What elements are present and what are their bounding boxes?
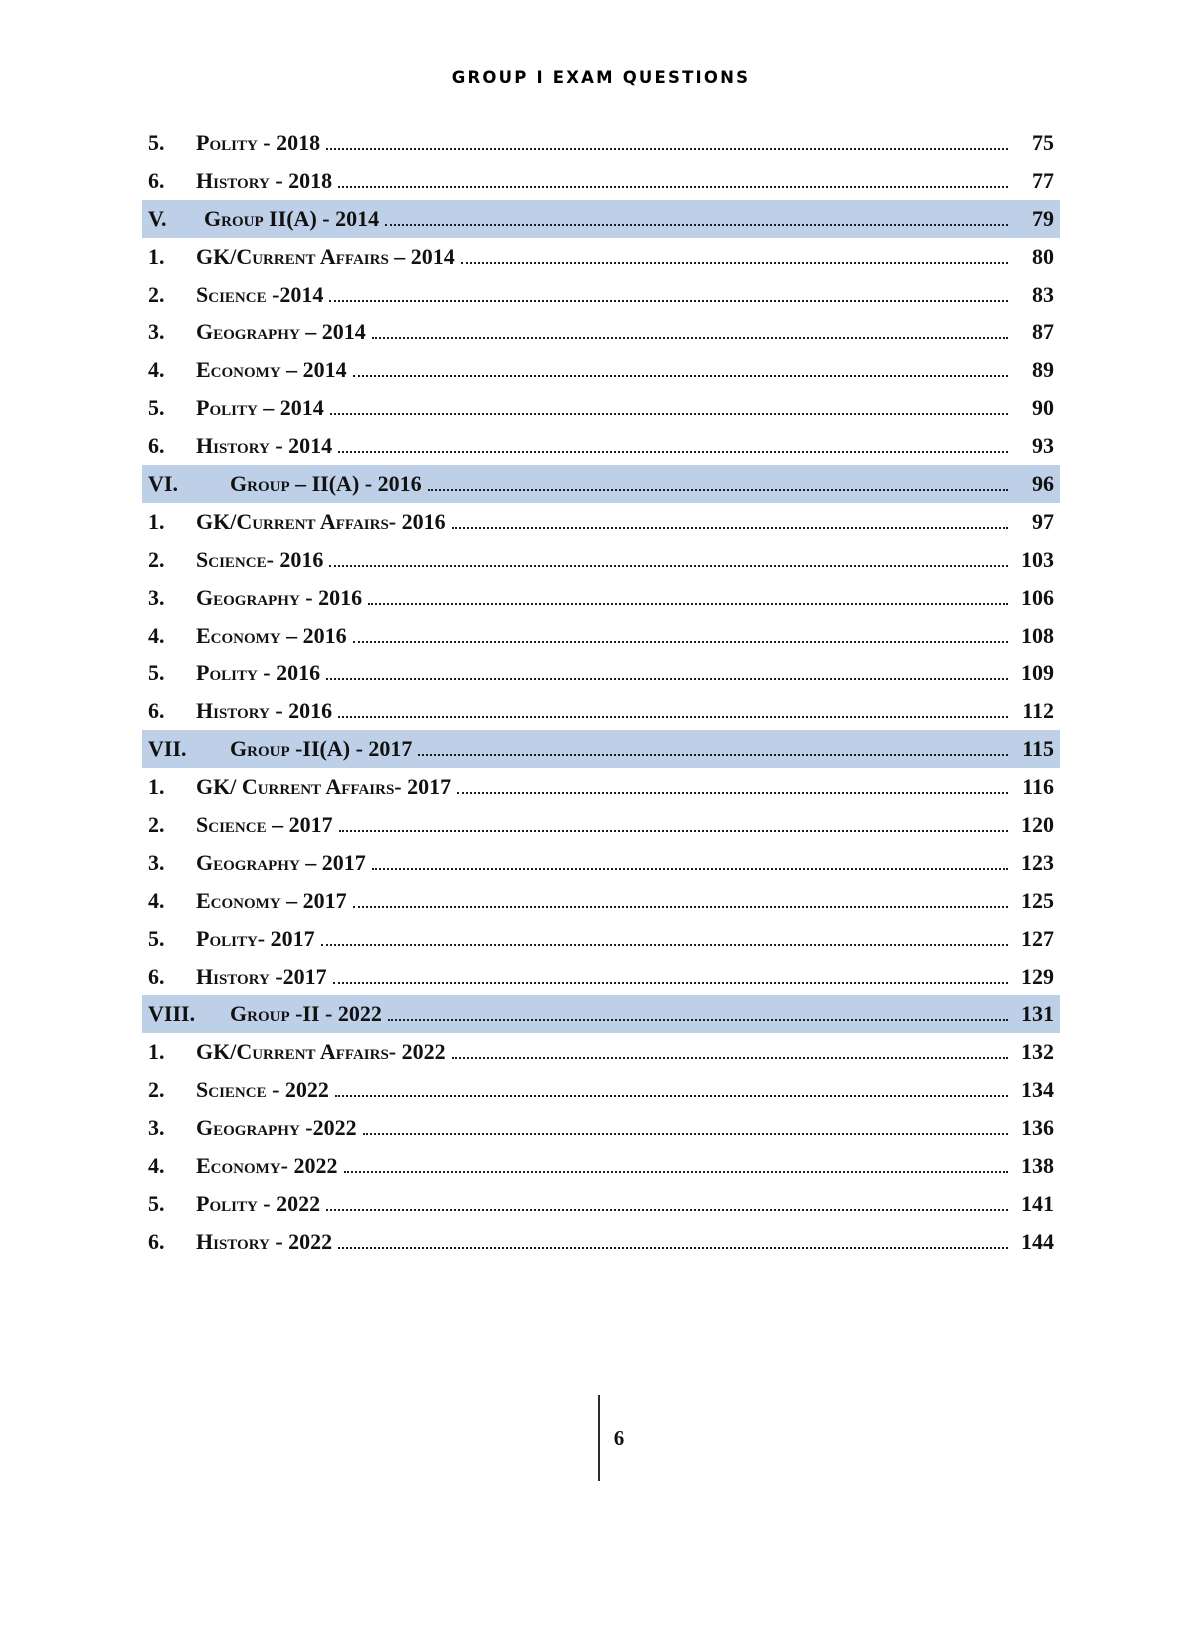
toc-leader-dots — [321, 943, 1008, 946]
toc-item-page: 90 — [1032, 395, 1054, 421]
toc-leader-dots — [385, 223, 1008, 226]
toc-leader-dots — [368, 602, 1008, 605]
toc-item-page: 97 — [1032, 508, 1054, 534]
toc-leader-dots — [428, 488, 1008, 491]
toc-entry-row[interactable] — [148, 654, 1054, 692]
toc-item-title: Group -II - 2022 — [230, 1001, 382, 1027]
toc-leader-dots — [338, 450, 1008, 453]
toc-item-title: Economy – 2017 — [196, 887, 347, 913]
toc-item-title: Polity – 2014 — [196, 395, 324, 421]
toc-item-page: 108 — [1021, 622, 1054, 648]
toc-item-title: History - 2016 — [196, 698, 333, 724]
toc-item-number: 5. — [148, 1190, 165, 1216]
toc-item-title: History - 2018 — [196, 167, 333, 193]
toc-leader-dots — [330, 412, 1008, 415]
toc-item-title: History - 2022 — [196, 1228, 333, 1254]
toc-item-title: History -2017 — [196, 963, 327, 989]
toc-item-title: Economy- 2022 — [196, 1153, 338, 1179]
toc-item-title: Geography – 2017 — [196, 849, 366, 875]
toc-leader-dots — [344, 1170, 1009, 1173]
toc-leader-dots — [461, 261, 1008, 264]
footer-divider — [598, 1395, 600, 1481]
toc-item-number: 1. — [148, 508, 165, 534]
toc-item-number: 6. — [148, 1228, 165, 1254]
toc-leader-dots — [388, 1018, 1008, 1021]
toc-leader-dots — [338, 1246, 1008, 1249]
toc-item-title: Polity- 2017 — [196, 925, 315, 951]
toc-item-title: Science -2014 — [196, 281, 324, 307]
toc-leader-dots — [333, 981, 1008, 984]
toc-item-page: 127 — [1021, 925, 1054, 951]
toc-entry-row[interactable] — [148, 238, 1054, 276]
toc-item-page: 136 — [1021, 1115, 1054, 1141]
toc-entry-row[interactable] — [148, 1147, 1054, 1185]
page-number: 6 — [613, 1425, 625, 1450]
toc-item-number: 2. — [148, 281, 165, 307]
toc-entry-row[interactable] — [148, 427, 1054, 465]
toc-item-title: Geography - 2016 — [196, 584, 363, 610]
toc-item-number: 4. — [148, 622, 165, 648]
toc-item-page: 87 — [1032, 319, 1054, 345]
toc-leader-dots — [338, 185, 1008, 188]
toc-entry-row[interactable] — [148, 768, 1054, 806]
toc-item-number: VI. — [148, 471, 178, 497]
toc-section-row[interactable] — [142, 200, 1060, 238]
toc-item-number: 5. — [148, 925, 165, 951]
toc-entry-row[interactable] — [148, 692, 1054, 730]
toc-item-number: VIII. — [148, 1001, 196, 1027]
toc-item-title: Geography – 2014 — [196, 319, 366, 345]
toc-item-page: 123 — [1021, 849, 1054, 875]
toc-leader-dots — [326, 147, 1008, 150]
toc-item-page: 96 — [1032, 471, 1054, 497]
toc-item-page: 77 — [1032, 167, 1054, 193]
toc-entry-row[interactable] — [148, 1109, 1054, 1147]
toc-item-number: 4. — [148, 1153, 165, 1179]
toc-item-page: 120 — [1021, 812, 1054, 838]
toc-item-number: 1. — [148, 774, 165, 800]
page-footer — [0, 1395, 1202, 1481]
toc-item-title: GK/Current Affairs – 2014 — [196, 243, 455, 269]
toc-leader-dots — [353, 640, 1008, 643]
toc-item-title: Polity - 2022 — [196, 1190, 321, 1216]
toc-leader-dots — [329, 299, 1008, 302]
toc-item-number: 3. — [148, 849, 165, 875]
toc-item-page: 109 — [1021, 660, 1054, 686]
toc-entry-row[interactable] — [148, 124, 1054, 162]
toc-item-page: 106 — [1021, 584, 1054, 610]
toc-item-title: Group -II(A) - 2017 — [230, 736, 413, 762]
running-head: GROUP I EXAM QUESTIONS — [451, 68, 751, 87]
toc-entry-row[interactable] — [148, 162, 1054, 200]
toc-item-page: 144 — [1021, 1228, 1054, 1254]
toc-item-number: 6. — [148, 698, 165, 724]
toc-item-title: Science – 2017 — [196, 812, 333, 838]
toc-item-title: Group – II(A) - 2016 — [230, 471, 422, 497]
toc-leader-dots — [452, 1056, 1008, 1059]
toc-item-number: 2. — [148, 812, 165, 838]
toc-leader-dots — [452, 526, 1008, 529]
toc-leader-dots — [372, 867, 1008, 870]
toc-entry-row[interactable] — [148, 1223, 1054, 1261]
toc-entry-row[interactable] — [148, 1033, 1054, 1071]
toc-item-page: 89 — [1032, 357, 1054, 383]
toc-item-number: 1. — [148, 1039, 165, 1065]
toc-item-number: 3. — [148, 584, 165, 610]
toc-entry-row[interactable] — [148, 958, 1054, 996]
toc-leader-dots — [363, 1132, 1008, 1135]
table-of-contents — [148, 124, 1054, 1261]
toc-entry-row[interactable] — [148, 389, 1054, 427]
toc-item-page: 125 — [1021, 887, 1054, 913]
toc-item-page: 93 — [1032, 433, 1054, 459]
toc-leader-dots — [338, 715, 1008, 718]
toc-item-title: History - 2014 — [196, 433, 333, 459]
toc-leader-dots — [418, 753, 1008, 756]
toc-section-row[interactable] — [142, 465, 1060, 503]
toc-item-number: 6. — [148, 167, 165, 193]
toc-entry-row[interactable] — [148, 920, 1054, 958]
toc-item-title: Science - 2022 — [196, 1077, 329, 1103]
toc-leader-dots — [339, 829, 1008, 832]
toc-entry-row[interactable] — [148, 617, 1054, 655]
toc-entry-row[interactable] — [148, 844, 1054, 882]
toc-item-number: 4. — [148, 887, 165, 913]
toc-leader-dots — [326, 1208, 1008, 1211]
toc-item-page: 134 — [1021, 1077, 1054, 1103]
toc-entry-row[interactable] — [148, 276, 1054, 314]
toc-item-title: GK/ Current Affairs- 2017 — [196, 774, 452, 800]
toc-entry-row[interactable] — [148, 351, 1054, 389]
toc-item-page: 75 — [1032, 130, 1054, 155]
toc-entry-row[interactable] — [148, 806, 1054, 844]
toc-item-number: 2. — [148, 546, 165, 572]
toc-item-title: Economy – 2016 — [196, 622, 347, 648]
toc-item-page: 132 — [1021, 1039, 1054, 1065]
toc-item-title: Group II(A) - 2014 — [204, 205, 380, 231]
toc-item-number: 5. — [148, 660, 165, 686]
toc-item-page: 116 — [1022, 774, 1054, 800]
toc-item-page: 83 — [1032, 281, 1054, 307]
toc-item-number: 5. — [148, 395, 165, 421]
toc-leader-dots — [329, 564, 1008, 567]
toc-item-title: Geography -2022 — [196, 1115, 357, 1141]
toc-item-title: Science- 2016 — [196, 546, 324, 572]
toc-entry-row[interactable] — [148, 503, 1054, 541]
toc-item-title: Polity - 2018 — [196, 130, 321, 155]
toc-item-number: VII. — [148, 736, 187, 762]
toc-item-number: 1. — [148, 243, 165, 269]
toc-item-title: Polity - 2016 — [196, 660, 321, 686]
toc-entry-row[interactable] — [148, 541, 1054, 579]
toc-item-page: 129 — [1021, 963, 1054, 989]
toc-entry-row[interactable] — [148, 882, 1054, 920]
toc-leader-dots — [457, 791, 1008, 794]
toc-item-number: 5. — [148, 130, 165, 155]
toc-item-page: 79 — [1032, 205, 1054, 231]
toc-section-row[interactable] — [142, 995, 1060, 1033]
toc-item-number: 6. — [148, 963, 165, 989]
toc-item-title: GK/Current Affairs- 2016 — [196, 508, 446, 534]
toc-entry-row[interactable] — [148, 313, 1054, 351]
toc-item-page: 115 — [1022, 736, 1054, 762]
toc-leader-dots — [353, 905, 1008, 908]
toc-entry-row[interactable] — [148, 1185, 1054, 1223]
toc-item-number: 2. — [148, 1077, 165, 1103]
toc-item-number: 4. — [148, 357, 165, 383]
toc-item-page: 131 — [1021, 1001, 1054, 1027]
toc-entry-row[interactable] — [148, 1071, 1054, 1109]
toc-leader-dots — [326, 677, 1008, 680]
toc-item-number: 3. — [148, 1115, 165, 1141]
toc-leader-dots — [353, 374, 1008, 377]
toc-item-number: 3. — [148, 319, 165, 345]
toc-leader-dots — [372, 336, 1008, 339]
toc-entry-row[interactable] — [148, 579, 1054, 617]
toc-item-number: 6. — [148, 433, 165, 459]
toc-item-page: 103 — [1021, 546, 1054, 572]
toc-item-page: 141 — [1021, 1190, 1054, 1216]
toc-item-page: 80 — [1032, 243, 1054, 269]
toc-section-row[interactable] — [142, 730, 1060, 768]
toc-item-page: 138 — [1021, 1153, 1054, 1179]
toc-item-number: V. — [148, 205, 167, 231]
toc-item-page: 112 — [1022, 698, 1054, 724]
toc-item-title: Economy – 2014 — [196, 357, 347, 383]
toc-item-title: GK/Current Affairs- 2022 — [196, 1039, 446, 1065]
toc-leader-dots — [335, 1094, 1008, 1097]
